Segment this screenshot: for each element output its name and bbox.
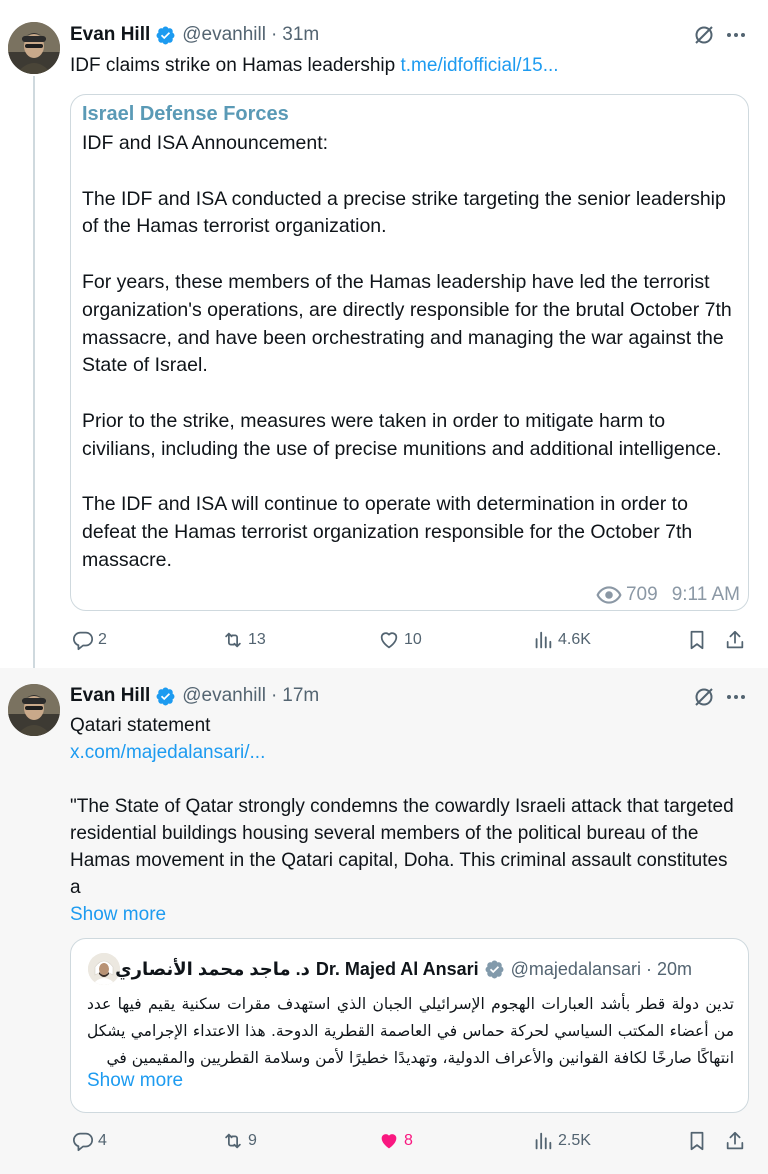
link-preview-card[interactable] <box>70 94 749 611</box>
analytics-icon <box>532 629 554 651</box>
quoted-tweet-card[interactable] <box>70 938 749 1113</box>
card-paragraph: The IDF and ISA will continue to operate with determination in order to defeat the Hamas terrorist organization responsible for the October 7th massacre. <box>82 493 693 571</box>
views-count: 4.6K <box>558 631 591 648</box>
tweet-2[interactable] <box>0 668 768 1174</box>
like-count: 10 <box>404 631 422 648</box>
tweet-header <box>70 20 319 50</box>
author-handle[interactable]: @evanhill <box>182 685 266 706</box>
author-name[interactable]: Evan Hill <box>70 24 151 45</box>
verified-badge-icon <box>155 25 176 46</box>
repost-count: 13 <box>248 631 266 648</box>
avatar[interactable] <box>8 22 60 74</box>
reply-button[interactable] <box>72 625 107 655</box>
tweet-text <box>70 712 738 928</box>
quoted-author-name[interactable]: Dr. Majed Al Ansari <box>315 958 479 979</box>
tweet-body-text: "The State of Qatar strongly condemns the cowardly Israeli attack that targeted residential buildings housing several members of the political bureau of the Hamas movement in the Qatari capital, Doha. This criminal assault constitutes a <box>70 796 734 898</box>
quoted-arabic-name[interactable]: د. ماجد محمد الأنصاري <box>115 958 310 979</box>
tweet-text-line: Qatari statement <box>70 715 211 736</box>
repost-icon <box>222 1130 244 1152</box>
bookmark-button[interactable] <box>686 1126 712 1156</box>
tweet-time[interactable]: 17m <box>282 685 320 706</box>
quoted-time[interactable]: 20m <box>656 958 692 979</box>
reply-count: 4 <box>98 1132 107 1149</box>
quoted-handle[interactable]: @majedalansari <box>510 958 641 979</box>
card-paragraph: Prior to the strike, measures were taken in order to mitigate harm to civilians, including the use of precise munitions and additional intelligence. <box>82 409 722 460</box>
more-options-icon[interactable] <box>724 23 748 47</box>
share-button[interactable] <box>724 625 750 655</box>
share-button[interactable] <box>724 1126 750 1156</box>
avatar[interactable] <box>8 684 60 736</box>
card-views: 709 <box>625 584 658 605</box>
repost-button[interactable] <box>222 1126 257 1156</box>
grok-icon[interactable] <box>692 685 716 709</box>
eye-icon <box>596 582 622 608</box>
tweet-text-content: IDF claims strike on Hamas leadership <box>70 55 401 76</box>
heart-icon <box>378 629 400 651</box>
quoted-show-more-link[interactable]: Show more <box>87 1070 184 1091</box>
separator-dot: · <box>270 685 278 706</box>
author-name[interactable]: Evan Hill <box>70 685 151 706</box>
action-bar <box>70 1126 748 1156</box>
thread-connector-line <box>33 76 35 676</box>
like-count: 8 <box>404 1132 413 1149</box>
heart-filled-icon <box>378 1130 400 1152</box>
grok-icon[interactable] <box>692 23 716 47</box>
repost-count: 9 <box>248 1132 257 1149</box>
share-icon <box>724 1130 746 1152</box>
card-meta <box>596 582 740 608</box>
verified-badge-icon <box>155 686 176 707</box>
profile-photo-icon <box>8 684 60 736</box>
card-paragraph: IDF and ISA Announcement: <box>82 132 329 154</box>
like-button[interactable] <box>378 625 422 655</box>
card-time: 9:11 AM <box>671 584 740 605</box>
separator-dot: · <box>270 24 278 45</box>
show-more-link[interactable]: Show more <box>70 904 167 925</box>
tweet-link[interactable]: t.me/idfofficial/15... <box>400 55 559 76</box>
reply-icon <box>72 1130 94 1152</box>
reply-icon <box>72 629 94 651</box>
analytics-icon <box>532 1130 554 1152</box>
profile-photo-icon <box>8 22 60 74</box>
more-options-icon[interactable] <box>724 685 748 709</box>
card-source-title[interactable]: Israel Defense Forces <box>82 103 289 125</box>
bookmark-button[interactable] <box>686 625 712 655</box>
tweet-link[interactable]: x.com/majedalansari/... <box>70 742 266 763</box>
like-button[interactable] <box>378 1126 413 1156</box>
bookmark-icon <box>686 629 708 651</box>
views-button[interactable] <box>532 625 591 655</box>
card-paragraph: For years, these members of the Hamas leadership have led the terrorist organization's operations, are directly responsible for the brutal October 7th massacre, and have been orchestrating and managing the war against the State of Israel. <box>82 270 732 377</box>
repost-button[interactable] <box>222 625 266 655</box>
quoted-header <box>115 953 692 985</box>
tweet-header <box>70 681 319 711</box>
repost-icon <box>222 629 244 651</box>
reply-button[interactable] <box>72 1126 107 1156</box>
tweet-text <box>70 52 738 79</box>
separator-dot: · <box>645 958 652 979</box>
author-handle[interactable]: @evanhill <box>182 24 266 45</box>
views-button[interactable] <box>532 1126 591 1156</box>
quoted-text: تدين دولة قطر بأشد العبارات الهجوم الإسرائيلي الجبان الذي استهدف مقرات سكنية يقيم فيها عدد من أعضاء المكتب السياسي لحركة حماس في العاصمة القطرية الدوحة. هذا الاعتداء الإجرامي يشكل انتهاكًا صارخًا لكافة القوانين والأعراف الدولية، وتهديدًا خطيرًا لأمن وسلامة القطريين والمقيمين في <box>87 995 734 1067</box>
verified-badge-icon <box>484 959 505 980</box>
views-count: 2.5K <box>558 1132 591 1149</box>
action-bar <box>70 625 748 655</box>
tweet-time[interactable]: 31m <box>282 24 320 45</box>
reply-count: 2 <box>98 631 107 648</box>
card-paragraph: The IDF and ISA conducted a precise strike targeting the senior leadership of the Hamas terrorist organization. <box>82 187 726 238</box>
bookmark-icon <box>686 1130 708 1152</box>
share-icon <box>724 629 746 651</box>
card-body <box>82 130 742 575</box>
